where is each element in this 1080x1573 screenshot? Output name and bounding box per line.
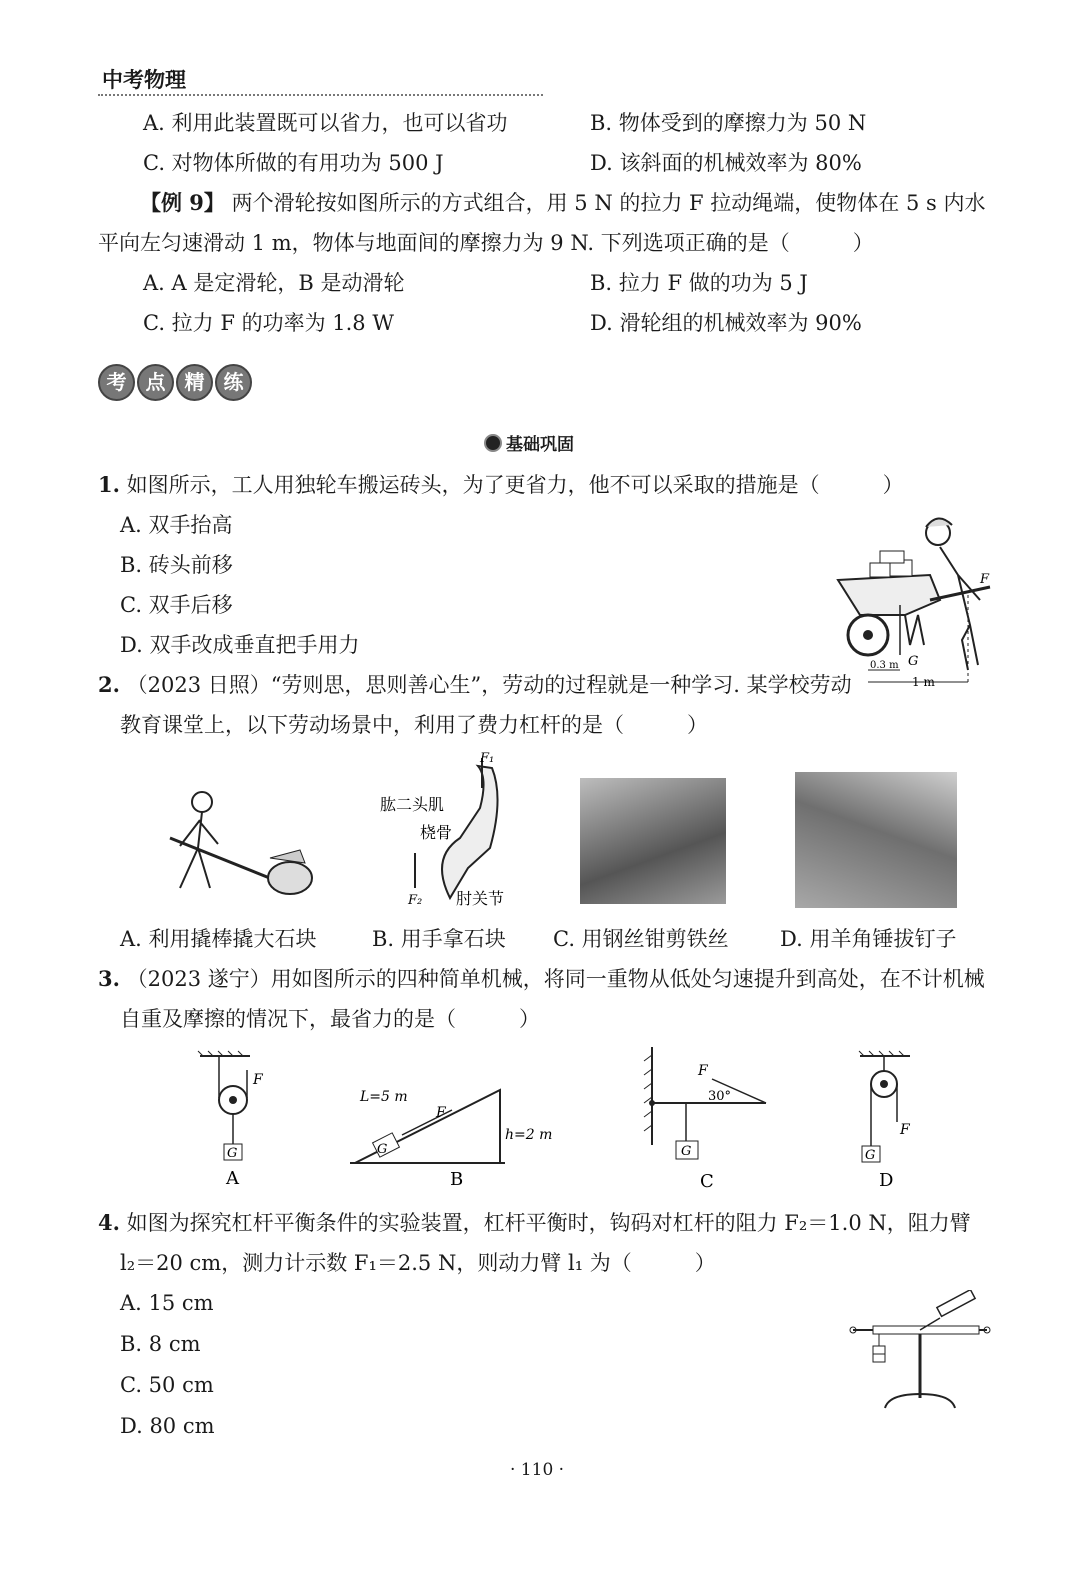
prev-option-b: B. 物体受到的摩擦力为 50 N: [590, 111, 867, 135]
header-divider: [98, 94, 543, 96]
q3b-f: F: [436, 1105, 446, 1121]
q2-text-1: （2023 日照）“劳则思，思则善心生”，劳动的过程就是一种学习. 某学校劳动: [126, 673, 852, 697]
q3-figure-c-lever: [640, 1045, 780, 1190]
q3-label-a: A: [226, 1168, 239, 1189]
q3c-f: F: [698, 1063, 708, 1079]
q1-option-d: D. 双手改成垂直把手用力: [120, 633, 360, 657]
q1-stem: [98, 472, 904, 498]
example9-line1: [140, 190, 985, 216]
q1-fig-g-label: G: [908, 654, 919, 669]
q2-fig-bone: 桡骨: [420, 823, 453, 842]
badge-char: 练: [215, 364, 252, 401]
q3-label-b: B: [450, 1169, 464, 1190]
q4-option-d: D. 80 cm: [120, 1414, 215, 1438]
example9-line2: 平向左匀速滑动 1 m，物体与地面间的摩擦力为 9 N. 下列选项正确的是（ ）: [98, 231, 874, 255]
badge-char: 精: [176, 364, 213, 401]
q3-figure-d-pulley: [850, 1050, 930, 1190]
q4-lever-apparatus: [845, 1290, 995, 1415]
q2-fig-muscle: 肱二头肌: [380, 795, 445, 814]
q2-line1: [98, 672, 852, 698]
q3-number: 3.: [98, 966, 120, 991]
q1-fig-f-label: F: [980, 572, 990, 587]
q4-number: 4.: [98, 1210, 120, 1235]
q3b-length: L=5 m: [360, 1089, 408, 1105]
q1-number: 1.: [98, 472, 120, 497]
q3a-f: F: [253, 1072, 263, 1088]
q2-option-b: B. 用手拿石块: [372, 927, 506, 951]
q2-fig-joint: 肘关节: [456, 889, 505, 908]
section-title-text: 基础巩固: [506, 435, 574, 455]
q3d-f: F: [900, 1122, 910, 1138]
q3-line1: [98, 966, 985, 992]
q2-photo-c-pliers: [580, 778, 726, 904]
q2-option-d: D. 用羊角锤拔钉子: [780, 927, 957, 951]
q3-line2: 自重及摩擦的情况下，最省力的是（ ）: [120, 1007, 540, 1031]
q2-option-a: A. 利用撬棒撬大石块: [120, 927, 317, 951]
q3b-g: G: [377, 1142, 388, 1157]
q4-line2: l₂＝20 cm，测力计示数 F₁＝2.5 N，则动力臂 l₁ 为（ ）: [120, 1251, 716, 1275]
practice-badge: [98, 364, 252, 401]
q4-option-b: B. 8 cm: [120, 1332, 201, 1356]
wheelbarrow-figure: [830, 505, 1000, 690]
example9-option-d: D. 滑轮组的机械效率为 90%: [590, 311, 862, 335]
q2-number: 2.: [98, 672, 120, 697]
prev-option-c: C. 对物体所做的有用功为 500 J: [143, 151, 444, 175]
q3c-angle: 30°: [708, 1089, 732, 1104]
q3a-g: G: [227, 1146, 238, 1161]
q4-option-c: C. 50 cm: [120, 1373, 214, 1397]
q1-fig-dist2: 1 m: [912, 675, 935, 689]
prev-option-d: D. 该斜面的机械效率为 80%: [590, 151, 862, 175]
q2-option-c: C. 用钢丝钳剪铁丝: [553, 927, 729, 951]
q2-fig-f2: F₂: [408, 893, 423, 908]
q3-figure-a-pulley: [195, 1050, 275, 1190]
q1-text: 如图所示，工人用独轮车搬运砖头，为了更省力，他不可以采取的措施是（ ）: [126, 473, 904, 497]
example9-tag: 【例 9】: [140, 190, 225, 215]
q2-figure-a-crowbar: [150, 788, 320, 903]
page-header-title: 中考物理: [102, 68, 186, 92]
q2-figure-b-arm: [370, 748, 550, 913]
q4-line1: [98, 1210, 971, 1236]
section-title: [484, 430, 574, 455]
q3b-height: h=2 m: [505, 1127, 553, 1143]
q1-option-a: A. 双手抬高: [120, 513, 233, 537]
q3c-g: G: [681, 1144, 692, 1159]
q3-text-1: （2023 遂宁）用如图所示的四种简单机械，将同一重物从低处匀速提升到高处，在不计机械: [126, 967, 985, 991]
bullet-icon: [484, 434, 502, 452]
q4-option-a: A. 15 cm: [120, 1291, 214, 1315]
example9-stem-1: 两个滑轮按如图所示的方式组合，用 5 N 的拉力 F 拉动绳端，使物体在 5 s 内水: [231, 191, 986, 215]
q2-line2: 教育课堂上，以下劳动场景中，利用了费力杠杆的是（ ）: [120, 713, 708, 737]
q3-label-c: C: [700, 1171, 714, 1190]
badge-char: 点: [137, 364, 174, 401]
q3d-g: G: [865, 1148, 876, 1163]
q2-fig-f1: F₁: [480, 751, 495, 766]
q2-photo-d-hammer: [795, 772, 957, 908]
example9-option-c: C. 拉力 F 的功率为 1.8 W: [143, 311, 394, 335]
q4-text-1: 如图为探究杠杆平衡条件的实验装置，杠杆平衡时，钩码对杠杆的阻力 F₂＝1.0 N，阻力臂: [126, 1211, 971, 1235]
example9-option-b: B. 拉力 F 做的功为 5 J: [590, 271, 808, 295]
q3-figure-b-incline: [350, 1065, 570, 1190]
q1-option-b: B. 砖头前移: [120, 553, 233, 577]
q1-option-c: C. 双手后移: [120, 593, 233, 617]
prev-option-a: A. 利用此装置既可以省力，也可以省功: [143, 111, 508, 135]
q3-label-d: D: [879, 1170, 894, 1190]
q1-fig-dist1: 0.3 m: [870, 660, 899, 671]
example9-option-a: A. A 是定滑轮，B 是动滑轮: [143, 271, 405, 295]
badge-char: 考: [98, 364, 135, 401]
page-number: · 110 ·: [510, 1460, 565, 1480]
